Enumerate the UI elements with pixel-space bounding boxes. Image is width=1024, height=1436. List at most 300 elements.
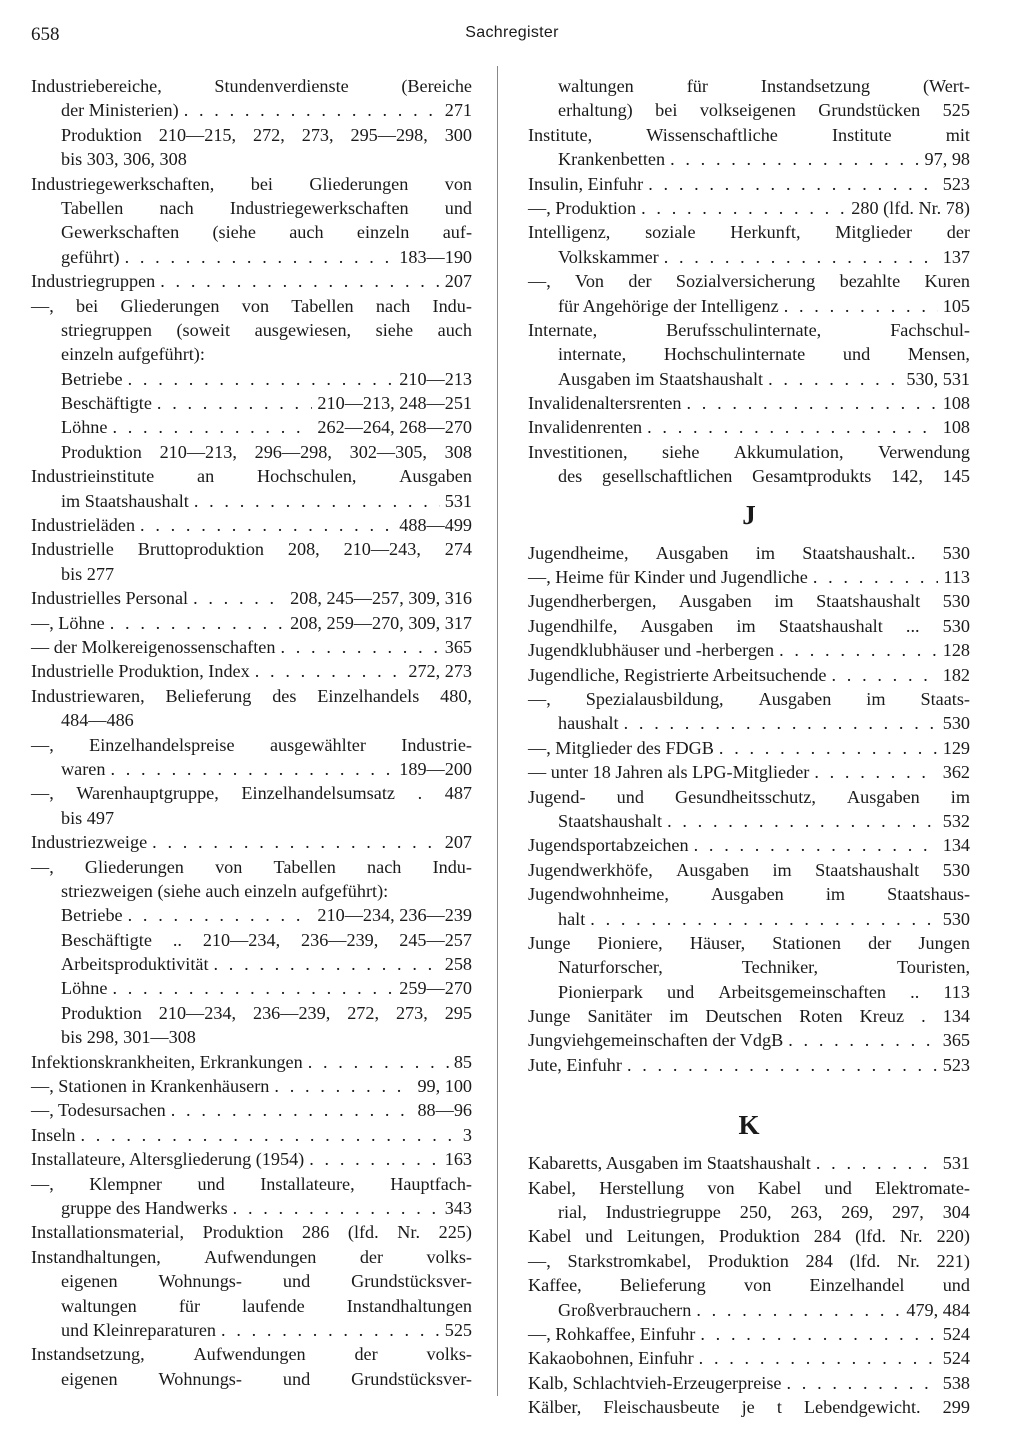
entry-word: —, [31, 295, 54, 316]
leader-dots [171, 1098, 413, 1122]
entry-word: 308 [444, 441, 472, 462]
entry-text: Betriebe [61, 905, 123, 926]
index-entry [31, 464, 472, 488]
entry-word: Ausgaben [655, 542, 729, 563]
index-entry [528, 1395, 970, 1419]
entry-word: Instandsetzung, [31, 1344, 145, 1365]
index-entry [528, 440, 970, 464]
entry-word: im [669, 1006, 689, 1027]
page-reference: 362 [942, 762, 970, 783]
entry-word: Grundstücken [818, 100, 921, 121]
page-reference: 524 [942, 1348, 970, 1369]
index-entry [528, 931, 970, 955]
entry-word: Jugendhilfe, [528, 615, 618, 636]
leader-dots [214, 952, 440, 976]
entry-word: Produktion [707, 1250, 789, 1271]
entry-word: 525 [942, 100, 970, 121]
entry-word: je [741, 1397, 755, 1418]
index-column-right [528, 74, 970, 1420]
entry-word: der [946, 222, 970, 243]
entry-text: —, Produktion [528, 197, 637, 218]
leader-dots [699, 1346, 938, 1370]
index-entry [528, 589, 970, 613]
entry-text: Industriezweige [31, 832, 148, 853]
entry-text: Invalidenrenten [528, 417, 643, 438]
index-continuation-line [528, 342, 970, 366]
entry-word: ... [905, 615, 920, 636]
entry-word: Wohnungs- [158, 1271, 242, 1292]
entry-word: ausgewiesen, [254, 319, 352, 340]
index-entry [528, 614, 970, 638]
entry-word: Einzelhandel [809, 1275, 905, 1296]
entry-text: Löhne [61, 978, 108, 999]
entry-word: von [744, 1275, 772, 1296]
index-entry [31, 1245, 472, 1269]
index-entry [31, 1050, 472, 1074]
entry-word: 530 [942, 615, 970, 636]
entry-word: Ausgaben [640, 615, 714, 636]
page-reference: 530 [942, 908, 970, 929]
entry-word: Sozialversicherung [675, 271, 816, 292]
leader-dots [627, 1053, 938, 1077]
entry-word: 284 [805, 1250, 833, 1271]
entry-word: Nr. [897, 1250, 920, 1271]
entry-word: 302—305, [349, 441, 427, 462]
entry-word: des [558, 466, 583, 487]
entry-text: der Ministerien) [61, 100, 179, 121]
entry-text: Inseln [31, 1124, 76, 1145]
index-continuation-line [31, 879, 472, 903]
entry-word: laufende [242, 1295, 305, 1316]
index-entry [528, 1322, 970, 1346]
entry-word: —, [528, 688, 551, 709]
index-entry [31, 733, 472, 757]
index-entry [528, 1346, 970, 1370]
entry-word: Grundstücksver- [351, 1368, 472, 1389]
entry-word: —, [31, 734, 54, 755]
index-continuation-line [528, 1298, 970, 1322]
index-continuation-line [31, 123, 472, 147]
entry-word: im [950, 786, 970, 807]
entry-word: ausgewählter [269, 734, 366, 755]
entry-word: (lfd. [347, 1222, 379, 1243]
index-entry [528, 196, 970, 220]
entry-word: 221) [936, 1250, 970, 1271]
entry-word: Staatshaushalt [778, 615, 883, 636]
leader-dots [787, 1371, 938, 1395]
page-reference: 523 [942, 173, 970, 194]
index-continuation-line [31, 98, 472, 122]
entry-word: Von [575, 271, 605, 292]
entry-word: Produktion [61, 124, 142, 145]
entry-word: volks- [426, 1344, 472, 1365]
entry-word: Touristen, [897, 957, 970, 978]
entry-word: Arbeitsgemeinschaften [718, 981, 887, 1002]
entry-text: 484—486 [61, 710, 134, 731]
entry-word: 210—213, [159, 441, 237, 462]
entry-word: (Bereiche [401, 76, 472, 96]
entry-word: Akkumulation, [733, 441, 844, 462]
leader-dots [664, 245, 938, 269]
entry-word: an [197, 466, 215, 487]
entry-word: Jugendwerkhöfe, [528, 859, 653, 880]
entry-text: Industrielle Produktion, Index [31, 661, 250, 682]
index-entry [31, 1074, 472, 1098]
index-entry [528, 1371, 970, 1395]
entry-text: Kakaobohnen, Einfuhr [528, 1348, 694, 1369]
entry-word: Industriegewerkschaften, [31, 173, 215, 194]
entry-word: Kabel [528, 1226, 572, 1247]
entry-word: Tabellen [273, 856, 336, 877]
index-continuation-line [31, 1269, 472, 1293]
entry-word: —, [528, 1250, 551, 1271]
page-number: 658 [31, 24, 60, 45]
entry-word: Nr. [899, 1226, 923, 1247]
index-entry [528, 736, 970, 760]
leader-dots [641, 196, 846, 220]
index-continuation-line [528, 294, 970, 318]
page-reference: 108 [942, 417, 970, 438]
index-entry [528, 1053, 970, 1077]
entry-word: Ausgaben [676, 859, 749, 880]
entry-word: Junge [528, 932, 571, 953]
index-continuation-line [31, 1196, 472, 1220]
entry-word: Gliederungen [120, 295, 220, 316]
page-reference: 343 [444, 1197, 472, 1218]
entry-word: 273, [395, 1002, 428, 1023]
entry-text: Ausgaben im Staatshaushalt [558, 368, 764, 389]
index-entry [528, 1249, 970, 1273]
leader-dots [813, 565, 939, 589]
page-reference: 258 [444, 954, 472, 975]
index-continuation-line [528, 711, 970, 735]
index-continuation-line [31, 1318, 472, 1342]
entry-word: 220) [936, 1226, 970, 1247]
entry-word: .. [910, 981, 920, 1002]
entry-word: Tabellen [291, 295, 354, 316]
page-reference: 134 [942, 835, 970, 856]
index-continuation-line [31, 245, 472, 269]
entry-word: Pionierpark [558, 981, 643, 1002]
index-continuation-line [31, 708, 472, 732]
page-reference: 183—190 [399, 246, 472, 267]
entry-word: Jugend- [528, 786, 586, 807]
page-reference: 208, 259—270, 309, 317 [290, 612, 472, 633]
entry-word: Berufsschulinternate, [666, 319, 822, 340]
entry-word: Mensen, [907, 344, 970, 365]
entry-text: und Kleinreparaturen [61, 1319, 217, 1340]
entry-word: Produktion [61, 441, 142, 462]
entry-word: und [282, 1368, 311, 1389]
entry-word: von [707, 1177, 735, 1198]
page-reference: 105 [942, 295, 970, 316]
entry-text: Industrielles Personal [31, 588, 189, 609]
index-continuation-line [31, 976, 472, 1000]
leader-dots [816, 1151, 938, 1175]
entry-word: Einzelhandelspreise [89, 734, 235, 755]
index-entry [528, 565, 970, 589]
entry-word: Stundenverdienste [214, 76, 349, 96]
page-reference: 163 [444, 1149, 472, 1170]
entry-text: Infektionskrankheiten, Erkrankungen [31, 1051, 303, 1072]
entry-word: Spezialausbildung, [585, 688, 724, 709]
entry-text: — der Molkereigenossenschaften [31, 636, 276, 657]
entry-word: der [359, 1246, 384, 1267]
index-entry [528, 663, 970, 687]
entry-word: Verwendung [878, 441, 970, 462]
entry-word: volks- [426, 1246, 472, 1267]
index-entry [31, 781, 472, 805]
leader-dots [696, 1298, 901, 1322]
entry-word: Gliederungen [84, 856, 184, 877]
page-reference: 531 [942, 1153, 970, 1174]
entry-word: Gewerkschaften [61, 222, 180, 243]
leader-dots [194, 489, 440, 513]
entry-word: Ausgaben [679, 591, 752, 612]
entry-text: —, Löhne [31, 612, 105, 633]
page-reference: 129 [942, 737, 970, 758]
index-continuation-line [31, 147, 472, 171]
entry-word: Staatshaushalt [815, 859, 920, 880]
leader-dots [233, 1196, 440, 1220]
index-continuation-line [528, 980, 970, 1004]
entry-text: Löhne [61, 417, 108, 438]
entry-word: 273, [301, 124, 334, 145]
page-reference: 523 [942, 1054, 970, 1075]
index-entry [528, 1004, 970, 1028]
entry-word: der [628, 271, 652, 292]
column-divider [497, 66, 498, 1396]
index-continuation-line [528, 955, 970, 979]
index-entry [31, 74, 472, 98]
entry-word: im [825, 884, 846, 905]
leader-dots [160, 269, 439, 293]
index-continuation-line [31, 367, 472, 391]
entry-word: Beschäftigte [61, 929, 152, 950]
entry-word: soziale [645, 222, 696, 243]
entry-word: Hauptfach- [390, 1173, 472, 1194]
entry-word: Investitionen, [528, 441, 628, 462]
entry-word: Produktion [202, 1222, 284, 1243]
entry-word: Institute, [528, 124, 593, 145]
index-entry [31, 1098, 472, 1122]
page-reference: 530, 531 [906, 368, 970, 389]
entry-word: Kabel [757, 1177, 802, 1198]
entry-word: Grundstücksver- [351, 1271, 472, 1292]
entry-word: eigenen [61, 1271, 118, 1292]
index-entry [31, 586, 472, 610]
page-reference: 88—96 [417, 1100, 472, 1121]
leader-dots [648, 172, 938, 196]
entry-word: 113 [943, 981, 970, 1002]
index-entry [528, 833, 970, 857]
entry-word: Staatshaushalt.. [802, 542, 916, 563]
entry-word: Lebendgewicht. [803, 1397, 921, 1418]
index-entry [31, 172, 472, 196]
page-reference: 3 [462, 1124, 472, 1145]
page-reference: 99, 100 [417, 1076, 472, 1097]
entry-word: Aufwendungen [193, 1344, 306, 1365]
index-continuation-line [31, 220, 472, 244]
entry-word: Industriegewerkschaften [229, 197, 409, 218]
entry-word: Ausgaben [847, 786, 920, 807]
leader-dots [184, 98, 440, 122]
index-continuation-line [31, 928, 472, 952]
entry-word: 480, [440, 685, 472, 706]
entry-word: .. [172, 929, 182, 950]
entry-word: im [772, 859, 792, 880]
entry-word: t [776, 1397, 782, 1418]
entry-word: Industrielle [31, 539, 114, 560]
index-entry [528, 858, 970, 882]
entry-word: internate, [558, 344, 627, 365]
page-reference: 189—200 [399, 758, 472, 779]
entry-word: Industriebereiche, [31, 76, 162, 96]
entry-word: . [417, 783, 423, 804]
leader-dots [687, 391, 938, 415]
index-entry [528, 269, 970, 293]
entry-text: Staatshaushalt [558, 810, 663, 831]
entry-word: bei [655, 100, 678, 121]
index-entry [528, 123, 970, 147]
entry-text: —, Todesursachen [31, 1100, 166, 1121]
index-entry [31, 1147, 472, 1171]
entry-word: striegruppen [61, 319, 152, 340]
index-entry [528, 415, 970, 439]
index-continuation-line [528, 98, 970, 122]
entry-word: Produktion [718, 1226, 800, 1247]
entry-word: 274 [444, 539, 472, 560]
entry-word: erhaltung) [558, 100, 633, 121]
entry-text: —, Mitglieder des FDGB [528, 737, 714, 758]
page-reference: 85 [453, 1051, 472, 1072]
entry-word: 487 [444, 783, 472, 804]
index-entry [31, 1220, 472, 1244]
entry-word: Instandhaltungen, [31, 1246, 161, 1267]
entry-word: Klempner [89, 1173, 162, 1194]
entry-word: —, [31, 1173, 54, 1194]
entry-word: Instandsetzung [760, 76, 870, 96]
entry-word: waltungen [558, 76, 634, 96]
entry-text: geführt) [61, 246, 120, 267]
entry-word: und [842, 344, 871, 365]
index-continuation-line [31, 196, 472, 220]
page-reference: 262—264, 268—270 [317, 417, 472, 438]
entry-word: (siehe [212, 222, 256, 243]
page-reference: 271 [444, 100, 472, 121]
leader-dots [112, 415, 312, 439]
entry-word: 236—239, [252, 1002, 331, 1023]
entry-text: bis 277 [61, 563, 115, 584]
entry-word: Industriewaren, [31, 685, 145, 706]
entry-word: auf- [442, 222, 472, 243]
index-entry [528, 785, 970, 809]
entry-word: Hochschulen, [256, 466, 357, 487]
entry-word: Institute [832, 124, 892, 145]
index-entry [528, 172, 970, 196]
section-letter: K [738, 1110, 760, 1141]
page-reference: 365 [942, 1030, 970, 1051]
entry-word: Wissenschaftliche [646, 124, 778, 145]
entry-word: 269, [841, 1202, 874, 1223]
entry-word: Ausgaben [399, 466, 472, 487]
entry-word: Kaffee, [528, 1275, 582, 1296]
page-reference: 525 [444, 1319, 472, 1340]
leader-dots [157, 391, 313, 415]
entry-word: Staatshaus- [887, 884, 970, 905]
entry-text: Kabaretts, Ausgaben im Staatshaushalt [528, 1153, 811, 1174]
entry-text: Industrieläden [31, 515, 136, 536]
entry-word: 272, [252, 124, 285, 145]
page-reference: 97, 98 [924, 149, 970, 170]
leader-dots [80, 1123, 457, 1147]
entry-word: nach [375, 295, 411, 316]
index-continuation-line [31, 952, 472, 976]
entry-word: Installationsmaterial, [31, 1222, 185, 1243]
entry-word: Ausgaben [711, 884, 784, 905]
entry-word: Ausgaben [758, 688, 832, 709]
index-continuation-line [528, 809, 970, 833]
entry-word: auch [437, 319, 472, 340]
entry-word: 272, [347, 1002, 380, 1023]
entry-word: Industriegruppe [605, 1202, 721, 1223]
entry-word: —, [31, 783, 54, 804]
running-title: Sachregister [465, 24, 559, 41]
entry-text: im Staatshaushalt [61, 490, 189, 511]
index-continuation-line [31, 1367, 472, 1391]
index-entry [528, 1224, 970, 1248]
entry-word: rial, [558, 1202, 587, 1223]
entry-word: Stationen [772, 932, 841, 953]
entry-word: Fleischausbeute [603, 1397, 720, 1418]
entry-word: Aufwendungen [204, 1246, 317, 1267]
entry-word: von [241, 295, 270, 316]
index-entry [528, 1176, 970, 1200]
entry-word: Tabellen [61, 197, 124, 218]
entry-word: und [197, 1173, 225, 1194]
page-reference: 259—270 [399, 978, 472, 999]
entry-word: 299 [942, 1397, 970, 1418]
page-reference: 524 [942, 1323, 970, 1344]
entry-word: eigenen [61, 1368, 118, 1389]
entry-word: nach [159, 197, 194, 218]
entry-word: Internate, [528, 319, 598, 340]
entry-word: des [272, 685, 297, 706]
entry-word: Gliederungen [309, 173, 409, 194]
entry-text: Kalb, Schlachtvieh-Erzeugerpreise [528, 1372, 782, 1393]
entry-word: —, [528, 271, 551, 292]
leader-dots [694, 833, 938, 857]
index-continuation-line [31, 415, 472, 439]
entry-text: — unter 18 Jahren als LPG-Mitglieder [528, 762, 810, 783]
entry-word: Starkstromkabel, [567, 1250, 692, 1271]
entry-word: —, [31, 856, 54, 877]
entry-word: Wohnungs- [158, 1368, 242, 1389]
page-reference: 538 [942, 1372, 970, 1393]
index-entry [528, 220, 970, 244]
index-continuation-line [528, 147, 970, 171]
entry-word: Herkunft, [730, 222, 801, 243]
entry-text: Beschäftigte [61, 393, 152, 414]
entry-text: Großverbrauchern [558, 1299, 692, 1320]
entry-word: der [354, 1344, 378, 1365]
leader-dots [110, 611, 285, 635]
index-column-left [31, 74, 472, 1391]
entry-word: Kälber, [528, 1397, 582, 1418]
entry-word: 210—234, [158, 1002, 237, 1023]
entry-word: 300 [444, 124, 472, 145]
entry-word: Gesamtprodukts [752, 466, 872, 487]
